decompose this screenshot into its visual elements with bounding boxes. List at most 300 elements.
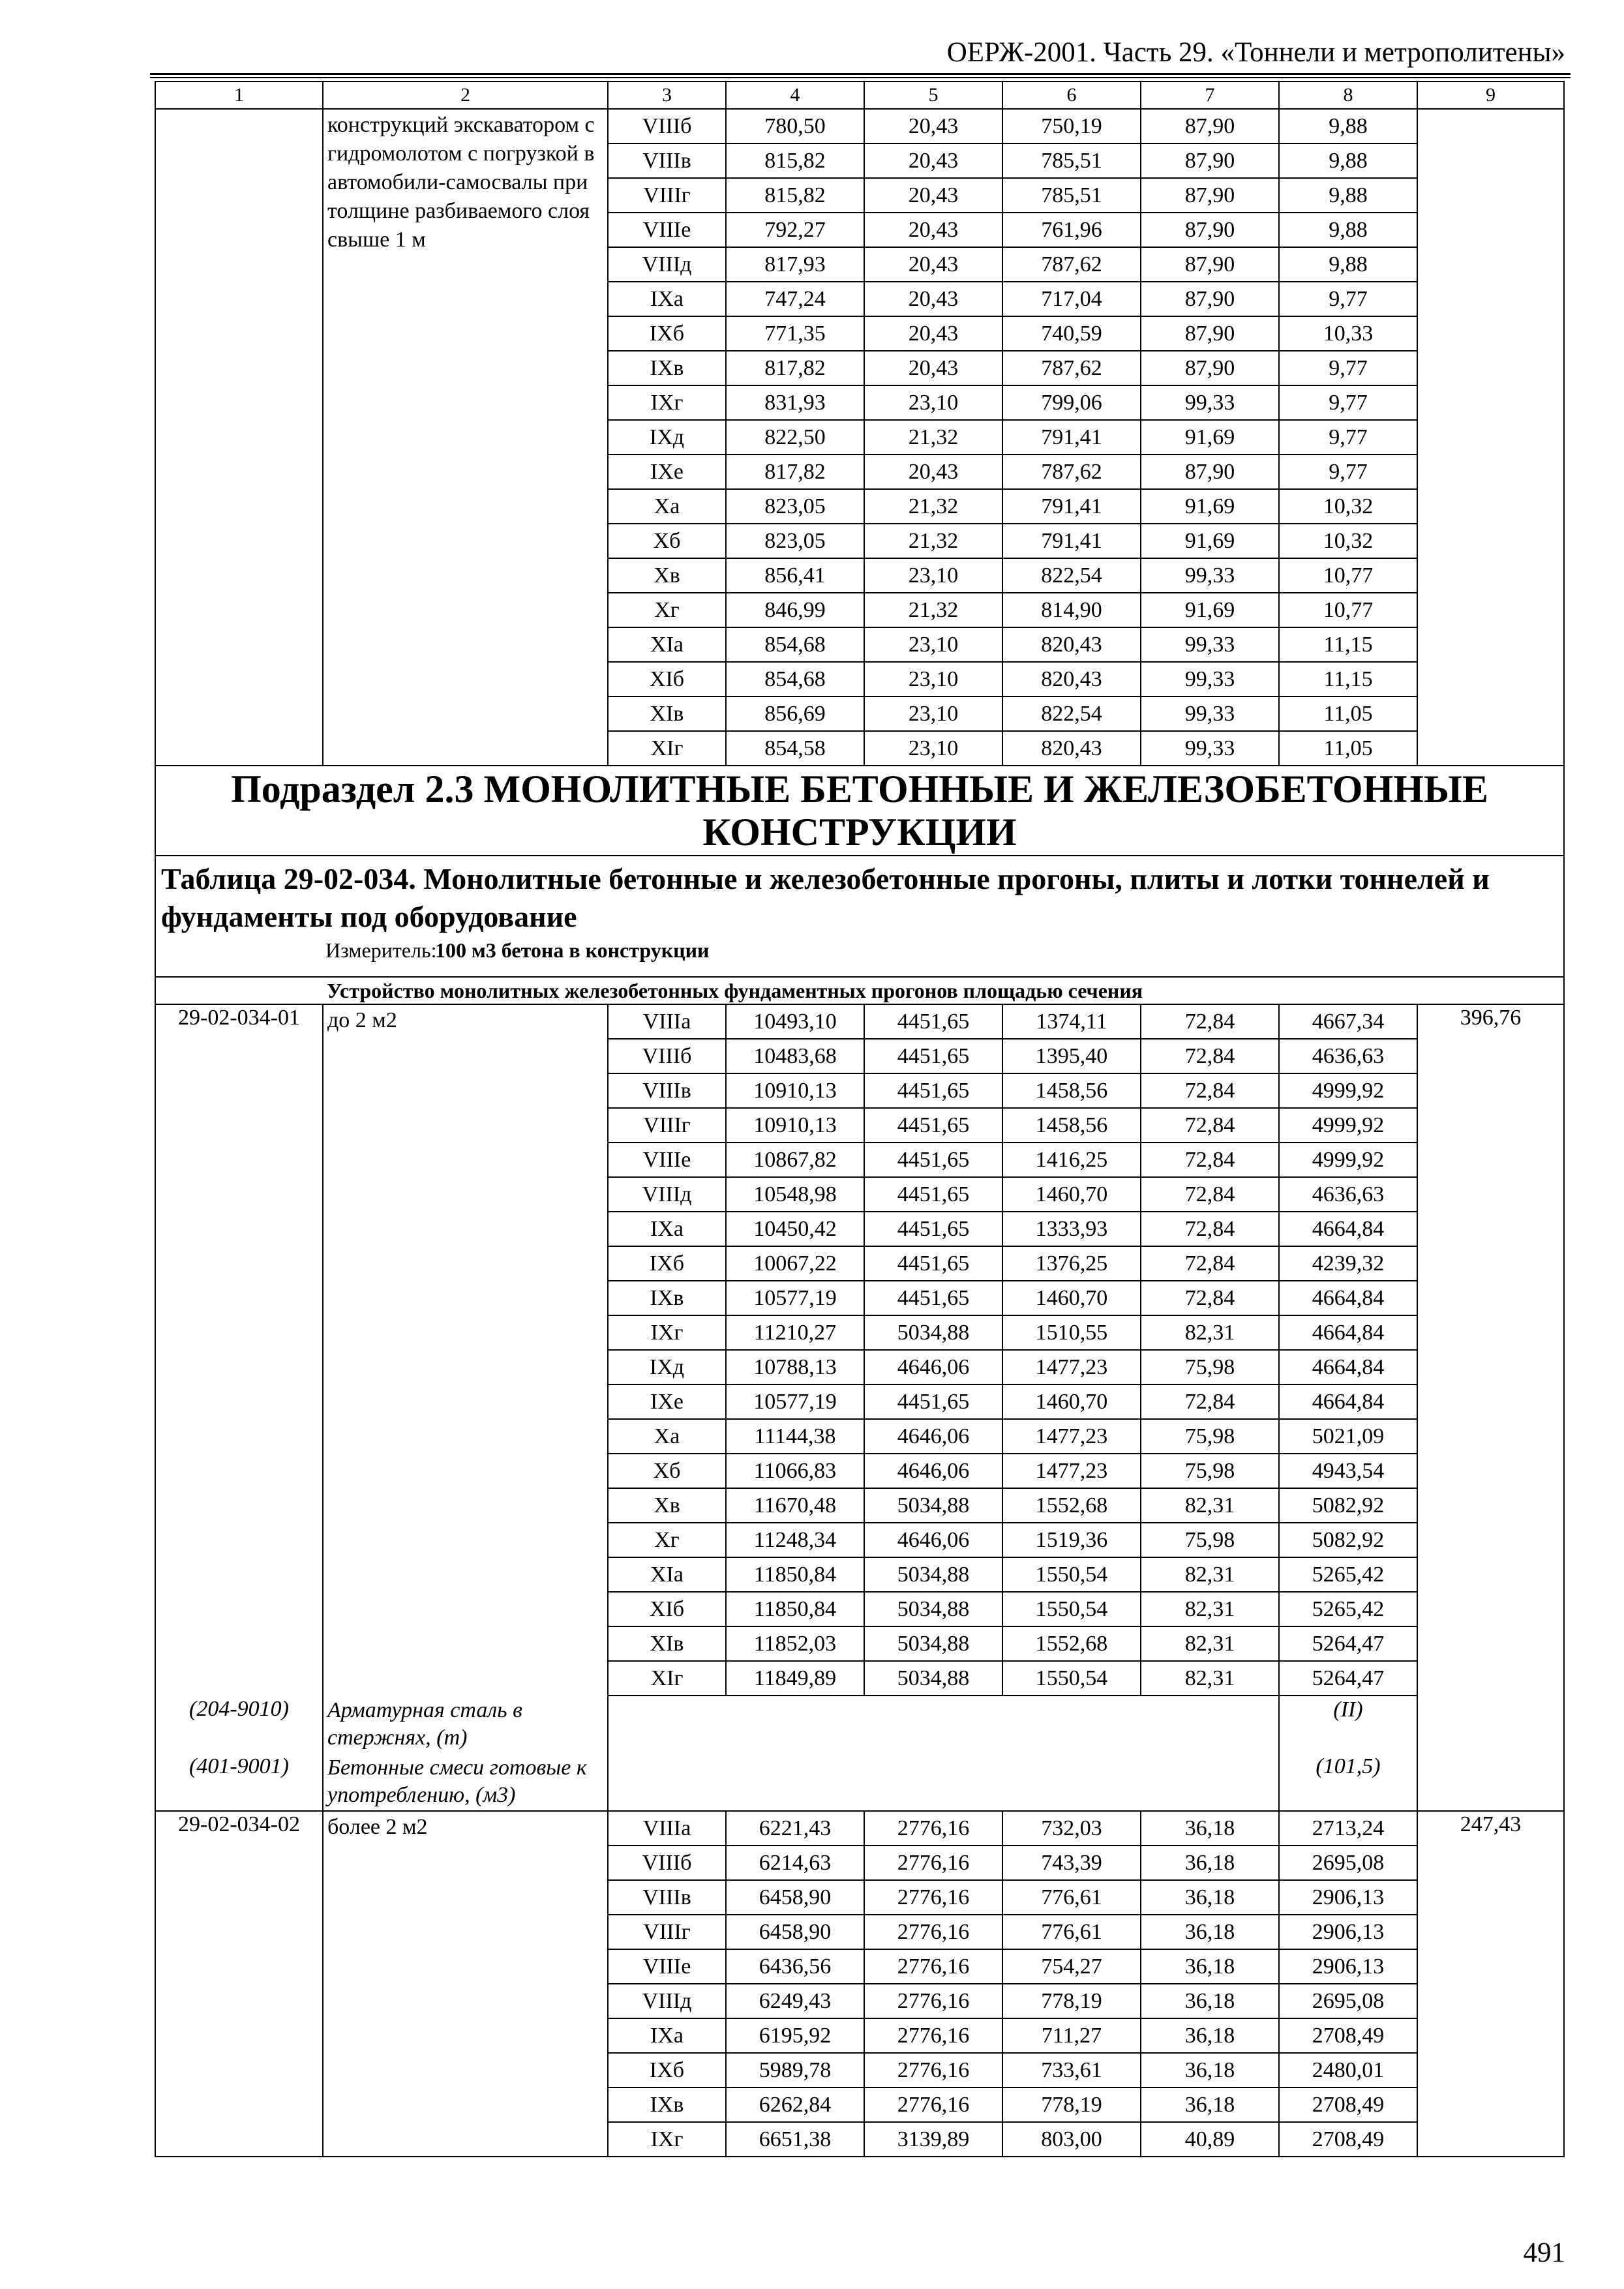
- labor-cost-cell: 2776,16: [864, 2018, 1002, 2053]
- material-cost-cell: 9,77: [1279, 455, 1417, 489]
- driver-pay-cell: 82,31: [1141, 1488, 1279, 1523]
- column-number: 3: [608, 82, 726, 109]
- labor-cost-cell: 2776,16: [864, 1984, 1002, 2018]
- chapter-cell: Xа: [608, 1419, 726, 1454]
- material-cost-cell: 9,88: [1279, 178, 1417, 213]
- machine-cost-cell: 1552,68: [1002, 1488, 1141, 1523]
- labor-cost-cell: 23,10: [864, 385, 1002, 420]
- driver-pay-cell: 36,18: [1141, 1915, 1279, 1949]
- machine-cost-cell: 1458,56: [1002, 1108, 1141, 1143]
- chapter-cell: VIIIв: [608, 1880, 726, 1915]
- labor-cost-cell: 2776,16: [864, 2053, 1002, 2087]
- work-title-row: [155, 977, 1564, 1004]
- driver-pay-cell: 72,84: [1141, 1039, 1279, 1073]
- material-cost-cell: 4999,92: [1279, 1073, 1417, 1108]
- machine-cost-cell: 1519,36: [1002, 1523, 1141, 1557]
- total-cost-cell: 10067,22: [726, 1246, 864, 1281]
- material-cost-cell: 10,77: [1279, 558, 1417, 593]
- total-cost-cell: 11850,84: [726, 1557, 864, 1592]
- chapter-cell: VIIIг: [608, 1915, 726, 1949]
- driver-pay-cell: 87,90: [1141, 109, 1279, 143]
- labor-cost-cell: 4451,65: [864, 1143, 1002, 1177]
- column-number: 6: [1002, 82, 1141, 109]
- work-title: Устройство монолитных железобетонных фундаментных прогонов площадью сечения: [327, 979, 1143, 1002]
- resource-values: [608, 1696, 1279, 1753]
- machine-cost-cell: 1376,25: [1002, 1246, 1141, 1281]
- material-cost-cell: 4239,32: [1279, 1246, 1417, 1281]
- total-cost-cell: 846,99: [726, 593, 864, 627]
- chapter-cell: IXб: [608, 2053, 726, 2087]
- labor-cost-cell: 2776,16: [864, 1811, 1002, 1846]
- driver-pay-cell: 36,18: [1141, 2087, 1279, 2122]
- description-cell: конструкций экскаватором с гидромолотом с погрузкой в автомобили-самосвалы при толщине разбиваемого слоя свыше 1 м: [323, 109, 608, 766]
- labor-cost-cell: 4451,65: [864, 1073, 1002, 1108]
- machine-cost-cell: 1458,56: [1002, 1073, 1141, 1108]
- page-number: 491: [1523, 2237, 1565, 2268]
- machine-cost-cell: 761,96: [1002, 213, 1141, 247]
- table-title: Таблица 29-02-034. Монолитные бетонные и железобетонные прогоны, плиты и лотки тоннелей и фундаменты под оборудование: [161, 862, 1490, 933]
- material-cost-cell: 2695,08: [1279, 1984, 1417, 2018]
- total-cost-cell: 6221,43: [726, 1811, 864, 1846]
- material-cost-cell: 4636,63: [1279, 1039, 1417, 1073]
- labor-cost-cell: 5034,88: [864, 1557, 1002, 1592]
- chapter-cell: IXв: [608, 2087, 726, 2122]
- machine-cost-cell: 754,27: [1002, 1949, 1141, 1984]
- labor-cost-cell: 23,10: [864, 558, 1002, 593]
- material-cost-cell: 4999,92: [1279, 1108, 1417, 1143]
- machine-cost-cell: 1550,54: [1002, 1661, 1141, 1696]
- labor-cost-cell: 2776,16: [864, 1880, 1002, 1915]
- resource-col9: [1417, 1696, 1564, 1753]
- driver-pay-cell: 82,31: [1141, 1661, 1279, 1696]
- labor-cost-cell: 4451,65: [864, 1384, 1002, 1419]
- material-cost-cell: 5082,92: [1279, 1523, 1417, 1557]
- machine-cost-cell: 776,61: [1002, 1915, 1141, 1949]
- driver-pay-cell: 87,90: [1141, 351, 1279, 385]
- code-cell: [155, 109, 323, 766]
- material-cost-cell: 10,77: [1279, 593, 1417, 627]
- chapter-cell: VIIIа: [608, 1811, 726, 1846]
- driver-pay-cell: 87,90: [1141, 213, 1279, 247]
- machine-cost-cell: 743,39: [1002, 1846, 1141, 1880]
- total-cost-cell: 780,50: [726, 109, 864, 143]
- material-cost-cell: 4664,84: [1279, 1315, 1417, 1350]
- column-number: 5: [864, 82, 1002, 109]
- total-cost-cell: 817,82: [726, 455, 864, 489]
- labor-cost-cell: 2776,16: [864, 1915, 1002, 1949]
- chapter-cell: XIг: [608, 731, 726, 766]
- material-cost-cell: 2480,01: [1279, 2053, 1417, 2087]
- driver-pay-cell: 99,33: [1141, 696, 1279, 731]
- resource-col9: [1417, 1753, 1564, 1811]
- driver-pay-cell: 82,31: [1141, 1315, 1279, 1350]
- labor-cost-cell: 4451,65: [864, 1108, 1002, 1143]
- chapter-cell: VIIIе: [608, 1143, 726, 1177]
- total-cost-cell: 11248,34: [726, 1523, 864, 1557]
- chapter-cell: Xг: [608, 593, 726, 627]
- material-cost-cell: 4667,34: [1279, 1004, 1417, 1039]
- material-cost-cell: 2906,13: [1279, 1949, 1417, 1984]
- machine-cost-cell: 1477,23: [1002, 1350, 1141, 1384]
- chapter-cell: XIв: [608, 696, 726, 731]
- total-cost-cell: 10788,13: [726, 1350, 864, 1384]
- labor-cost-cell: 20,43: [864, 247, 1002, 282]
- machine-cost-cell: 791,41: [1002, 420, 1141, 455]
- chapter-cell: IXг: [608, 1315, 726, 1350]
- material-cost-cell: 9,77: [1279, 385, 1417, 420]
- material-cost-cell: 2906,13: [1279, 1915, 1417, 1949]
- total-cost-cell: 6262,84: [726, 2087, 864, 2122]
- total-cost-cell: 815,82: [726, 143, 864, 178]
- chapter-cell: XIб: [608, 1592, 726, 1626]
- labor-cost-cell: 21,32: [864, 593, 1002, 627]
- chapter-cell: Xв: [608, 1488, 726, 1523]
- machine-cost-cell: 732,03: [1002, 1811, 1141, 1846]
- material-cost-cell: 9,88: [1279, 143, 1417, 178]
- driver-pay-cell: 99,33: [1141, 731, 1279, 766]
- subsection-row: [155, 766, 1564, 856]
- chapter-cell: IXе: [608, 455, 726, 489]
- column-number: 8: [1279, 82, 1417, 109]
- driver-pay-cell: 91,69: [1141, 420, 1279, 455]
- machine-cost-cell: 776,61: [1002, 1880, 1141, 1915]
- machine-cost-cell: 1550,54: [1002, 1592, 1141, 1626]
- labor-cost-cell: 4451,65: [864, 1177, 1002, 1212]
- total-cost-cell: 823,05: [726, 524, 864, 558]
- total-cost-cell: 792,27: [726, 213, 864, 247]
- labor-cost-cell: 2776,16: [864, 2087, 1002, 2122]
- total-cost-cell: 10910,13: [726, 1108, 864, 1143]
- driver-pay-cell: 87,90: [1141, 247, 1279, 282]
- resource-row: [155, 1696, 1564, 1753]
- machine-cost-cell: 820,43: [1002, 662, 1141, 696]
- total-cost-cell: 11849,89: [726, 1661, 864, 1696]
- total-cost-cell: 10910,13: [726, 1073, 864, 1108]
- material-cost-cell: 4943,54: [1279, 1454, 1417, 1488]
- labor-cost-cell: 23,10: [864, 627, 1002, 662]
- chapter-cell: IXг: [608, 385, 726, 420]
- driver-pay-cell: 99,33: [1141, 662, 1279, 696]
- total-cost-cell: 10577,19: [726, 1281, 864, 1315]
- driver-pay-cell: 36,18: [1141, 1984, 1279, 2018]
- chapter-cell: VIIIе: [608, 1949, 726, 1984]
- item-col9: 396,76: [1417, 1004, 1564, 1696]
- labor-cost-cell: 21,32: [864, 489, 1002, 524]
- chapter-cell: XIа: [608, 627, 726, 662]
- total-cost-cell: 6651,38: [726, 2122, 864, 2157]
- total-cost-cell: 11852,03: [726, 1626, 864, 1661]
- machine-cost-cell: 750,19: [1002, 109, 1141, 143]
- measurer-value: 100 м3 бетона в конструкции: [435, 938, 710, 962]
- machine-cost-cell: 803,00: [1002, 2122, 1141, 2157]
- driver-pay-cell: 72,84: [1141, 1004, 1279, 1039]
- material-cost-cell: 2708,49: [1279, 2122, 1417, 2157]
- chapter-cell: IXа: [608, 1212, 726, 1246]
- driver-pay-cell: 99,33: [1141, 558, 1279, 593]
- driver-pay-cell: 36,18: [1141, 2018, 1279, 2053]
- machine-cost-cell: 787,62: [1002, 455, 1141, 489]
- page-header: ОЕРЖ-2001. Часть 29. «Тоннели и метрополитены»: [946, 37, 1565, 68]
- item-description: более 2 м2: [323, 1811, 608, 2157]
- total-cost-cell: 6249,43: [726, 1984, 864, 2018]
- driver-pay-cell: 99,33: [1141, 385, 1279, 420]
- machine-cost-cell: 1477,23: [1002, 1454, 1141, 1488]
- driver-pay-cell: 82,31: [1141, 1592, 1279, 1626]
- material-cost-cell: 10,32: [1279, 489, 1417, 524]
- chapter-cell: IXб: [608, 1246, 726, 1281]
- material-cost-cell: 9,77: [1279, 420, 1417, 455]
- labor-cost-cell: 4646,06: [864, 1523, 1002, 1557]
- driver-pay-cell: 36,18: [1141, 1846, 1279, 1880]
- material-cost-cell: 9,77: [1279, 282, 1417, 316]
- material-cost-cell: 9,88: [1279, 247, 1417, 282]
- driver-pay-cell: 75,98: [1141, 1454, 1279, 1488]
- machine-cost-cell: 1416,25: [1002, 1143, 1141, 1177]
- machine-cost-cell: 787,62: [1002, 351, 1141, 385]
- machine-cost-cell: 785,51: [1002, 178, 1141, 213]
- resource-value: (101,5): [1279, 1753, 1417, 1811]
- table-row: [155, 1004, 1564, 1039]
- labor-cost-cell: 5034,88: [864, 1315, 1002, 1350]
- labor-cost-cell: 21,32: [864, 524, 1002, 558]
- chapter-cell: XIб: [608, 662, 726, 696]
- total-cost-cell: 11066,83: [726, 1454, 864, 1488]
- total-cost-cell: 10867,82: [726, 1143, 864, 1177]
- total-cost-cell: 6195,92: [726, 2018, 864, 2053]
- chapter-cell: VIIIд: [608, 1177, 726, 1212]
- labor-cost-cell: 3139,89: [864, 2122, 1002, 2157]
- driver-pay-cell: 40,89: [1141, 2122, 1279, 2157]
- labor-cost-cell: 4451,65: [864, 1039, 1002, 1073]
- material-cost-cell: 5265,42: [1279, 1557, 1417, 1592]
- machine-cost-cell: 1552,68: [1002, 1626, 1141, 1661]
- total-cost-cell: 817,82: [726, 351, 864, 385]
- column-number: 9: [1417, 82, 1564, 109]
- machine-cost-cell: 1460,70: [1002, 1281, 1141, 1315]
- driver-pay-cell: 75,98: [1141, 1419, 1279, 1454]
- item-description: до 2 м2: [323, 1004, 608, 1696]
- material-cost-cell: 9,88: [1279, 109, 1417, 143]
- material-cost-cell: 11,05: [1279, 731, 1417, 766]
- driver-pay-cell: 87,90: [1141, 455, 1279, 489]
- labor-cost-cell: 4451,65: [864, 1281, 1002, 1315]
- driver-pay-cell: 36,18: [1141, 1949, 1279, 1984]
- driver-pay-cell: 72,84: [1141, 1281, 1279, 1315]
- driver-pay-cell: 72,84: [1141, 1384, 1279, 1419]
- driver-pay-cell: 91,69: [1141, 524, 1279, 558]
- resource-code: (401-9001): [155, 1753, 323, 1811]
- total-cost-cell: 815,82: [726, 178, 864, 213]
- total-cost-cell: 11144,38: [726, 1419, 864, 1454]
- subsection-title: Подраздел 2.3 МОНОЛИТНЫЕ БЕТОННЫЕ И ЖЕЛЕЗОБЕТОННЫЕ КОНСТРУКЦИИ: [155, 766, 1564, 856]
- driver-pay-cell: 72,84: [1141, 1073, 1279, 1108]
- material-cost-cell: 5264,47: [1279, 1626, 1417, 1661]
- material-cost-cell: 4636,63: [1279, 1177, 1417, 1212]
- total-cost-cell: 6214,63: [726, 1846, 864, 1880]
- table-row: [155, 109, 1564, 143]
- machine-cost-cell: 711,27: [1002, 2018, 1141, 2053]
- labor-cost-cell: 2776,16: [864, 1846, 1002, 1880]
- machine-cost-cell: 740,59: [1002, 316, 1141, 351]
- total-cost-cell: 10548,98: [726, 1177, 864, 1212]
- chapter-cell: IXа: [608, 282, 726, 316]
- chapter-cell: IXб: [608, 316, 726, 351]
- material-cost-cell: 10,32: [1279, 524, 1417, 558]
- chapter-cell: Xг: [608, 1523, 726, 1557]
- chapter-cell: VIIIд: [608, 247, 726, 282]
- machine-cost-cell: 778,19: [1002, 1984, 1141, 2018]
- chapter-cell: Xа: [608, 489, 726, 524]
- resource-values: [608, 1753, 1279, 1811]
- machine-cost-cell: 799,06: [1002, 385, 1141, 420]
- material-cost-cell: 4664,84: [1279, 1384, 1417, 1419]
- chapter-cell: IXд: [608, 420, 726, 455]
- material-cost-cell: 2713,24: [1279, 1811, 1417, 1846]
- machine-cost-cell: 1477,23: [1002, 1419, 1141, 1454]
- labor-cost-cell: 20,43: [864, 351, 1002, 385]
- chapter-cell: VIIIа: [608, 1004, 726, 1039]
- resource-name: Бетонные смеси готовые к употреблению, (м3): [323, 1753, 608, 1811]
- total-cost-cell: 6458,90: [726, 1915, 864, 1949]
- chapter-cell: VIIIб: [608, 109, 726, 143]
- column-number: 4: [726, 82, 864, 109]
- material-cost-cell: 11,15: [1279, 627, 1417, 662]
- driver-pay-cell: 72,84: [1141, 1246, 1279, 1281]
- driver-pay-cell: 99,33: [1141, 627, 1279, 662]
- labor-cost-cell: 4646,06: [864, 1350, 1002, 1384]
- machine-cost-cell: 1460,70: [1002, 1177, 1141, 1212]
- machine-cost-cell: 814,90: [1002, 593, 1141, 627]
- material-cost-cell: 4664,84: [1279, 1212, 1417, 1246]
- labor-cost-cell: 5034,88: [864, 1661, 1002, 1696]
- chapter-cell: VIIIг: [608, 178, 726, 213]
- driver-pay-cell: 72,84: [1141, 1212, 1279, 1246]
- machine-cost-cell: 1374,11: [1002, 1004, 1141, 1039]
- material-cost-cell: 9,88: [1279, 213, 1417, 247]
- chapter-cell: VIIIе: [608, 213, 726, 247]
- driver-pay-cell: 36,18: [1141, 2053, 1279, 2087]
- total-cost-cell: 10577,19: [726, 1384, 864, 1419]
- machine-cost-cell: 820,43: [1002, 627, 1141, 662]
- machine-cost-cell: 778,19: [1002, 2087, 1141, 2122]
- machine-cost-cell: 822,54: [1002, 558, 1141, 593]
- machine-cost-cell: 733,61: [1002, 2053, 1141, 2087]
- total-cost-cell: 11850,84: [726, 1592, 864, 1626]
- total-cost-cell: 5989,78: [726, 2053, 864, 2087]
- total-cost-cell: 10493,10: [726, 1004, 864, 1039]
- item-code: 29-02-034-01: [155, 1004, 323, 1696]
- labor-cost-cell: 4646,06: [864, 1419, 1002, 1454]
- material-cost-cell: 5265,42: [1279, 1592, 1417, 1626]
- driver-pay-cell: 36,18: [1141, 1880, 1279, 1915]
- total-cost-cell: 6458,90: [726, 1880, 864, 1915]
- total-cost-cell: 11670,48: [726, 1488, 864, 1523]
- total-cost-cell: 747,24: [726, 282, 864, 316]
- material-cost-cell: 5082,92: [1279, 1488, 1417, 1523]
- total-cost-cell: 831,93: [726, 385, 864, 420]
- resource-row: [155, 1753, 1564, 1811]
- driver-pay-cell: 87,90: [1141, 316, 1279, 351]
- machine-cost-cell: 1460,70: [1002, 1384, 1141, 1419]
- measurer-label: Измеритель:: [325, 938, 437, 962]
- machine-cost-cell: 1395,40: [1002, 1039, 1141, 1073]
- chapter-cell: IXд: [608, 1350, 726, 1384]
- machine-cost-cell: 1333,93: [1002, 1212, 1141, 1246]
- chapter-cell: VIIIг: [608, 1108, 726, 1143]
- machine-cost-cell: 791,41: [1002, 489, 1141, 524]
- chapter-cell: Xб: [608, 524, 726, 558]
- material-cost-cell: 2708,49: [1279, 2087, 1417, 2122]
- driver-pay-cell: 75,98: [1141, 1350, 1279, 1384]
- total-cost-cell: 10483,68: [726, 1039, 864, 1073]
- chapter-cell: VIIIб: [608, 1039, 726, 1073]
- driver-pay-cell: 72,84: [1141, 1177, 1279, 1212]
- driver-pay-cell: 72,84: [1141, 1108, 1279, 1143]
- column-number: 1: [155, 82, 323, 109]
- total-cost-cell: 11210,27: [726, 1315, 864, 1350]
- total-cost-cell: 856,69: [726, 696, 864, 731]
- column-number: 7: [1141, 82, 1279, 109]
- chapter-cell: XIг: [608, 1661, 726, 1696]
- labor-cost-cell: 4451,65: [864, 1212, 1002, 1246]
- driver-pay-cell: 82,31: [1141, 1557, 1279, 1592]
- item-col9: 247,43: [1417, 1811, 1564, 2157]
- chapter-cell: IXа: [608, 2018, 726, 2053]
- labor-cost-cell: 20,43: [864, 455, 1002, 489]
- chapter-cell: XIа: [608, 1557, 726, 1592]
- machine-cost-cell: 717,04: [1002, 282, 1141, 316]
- work-title-cell: [155, 977, 1564, 1004]
- chapter-cell: XIв: [608, 1626, 726, 1661]
- driver-pay-cell: 75,98: [1141, 1523, 1279, 1557]
- labor-cost-cell: 5034,88: [864, 1626, 1002, 1661]
- labor-cost-cell: 2776,16: [864, 1949, 1002, 1984]
- labor-cost-cell: 4451,65: [864, 1246, 1002, 1281]
- resource-code: (204-9010): [155, 1696, 323, 1753]
- rates-table: [155, 81, 1565, 2157]
- material-cost-cell: 11,15: [1279, 662, 1417, 696]
- machine-cost-cell: 787,62: [1002, 247, 1141, 282]
- total-cost-cell: 856,41: [726, 558, 864, 593]
- material-cost-cell: 10,33: [1279, 316, 1417, 351]
- chapter-cell: IXг: [608, 2122, 726, 2157]
- labor-cost-cell: 4646,06: [864, 1454, 1002, 1488]
- table-title-cell: [155, 856, 1564, 977]
- column-number: 2: [323, 82, 608, 109]
- driver-pay-cell: 91,69: [1141, 593, 1279, 627]
- material-cost-cell: 4999,92: [1279, 1143, 1417, 1177]
- chapter-cell: VIIIд: [608, 1984, 726, 2018]
- material-cost-cell: 4664,84: [1279, 1350, 1417, 1384]
- labor-cost-cell: 5034,88: [864, 1592, 1002, 1626]
- column-numbers-row: [155, 82, 1564, 109]
- driver-pay-cell: 36,18: [1141, 1811, 1279, 1846]
- driver-pay-cell: 87,90: [1141, 143, 1279, 178]
- measurer: [161, 937, 1557, 963]
- material-cost-cell: 2695,08: [1279, 1846, 1417, 1880]
- driver-pay-cell: 87,90: [1141, 178, 1279, 213]
- machine-cost-cell: 820,43: [1002, 731, 1141, 766]
- total-cost-cell: 6436,56: [726, 1949, 864, 1984]
- material-cost-cell: 9,77: [1279, 351, 1417, 385]
- chapter-cell: IXв: [608, 1281, 726, 1315]
- machine-cost-cell: 1550,54: [1002, 1557, 1141, 1592]
- machine-cost-cell: 785,51: [1002, 143, 1141, 178]
- labor-cost-cell: 4451,65: [864, 1004, 1002, 1039]
- labor-cost-cell: 21,32: [864, 420, 1002, 455]
- chapter-cell: Xв: [608, 558, 726, 593]
- material-cost-cell: 5021,09: [1279, 1419, 1417, 1454]
